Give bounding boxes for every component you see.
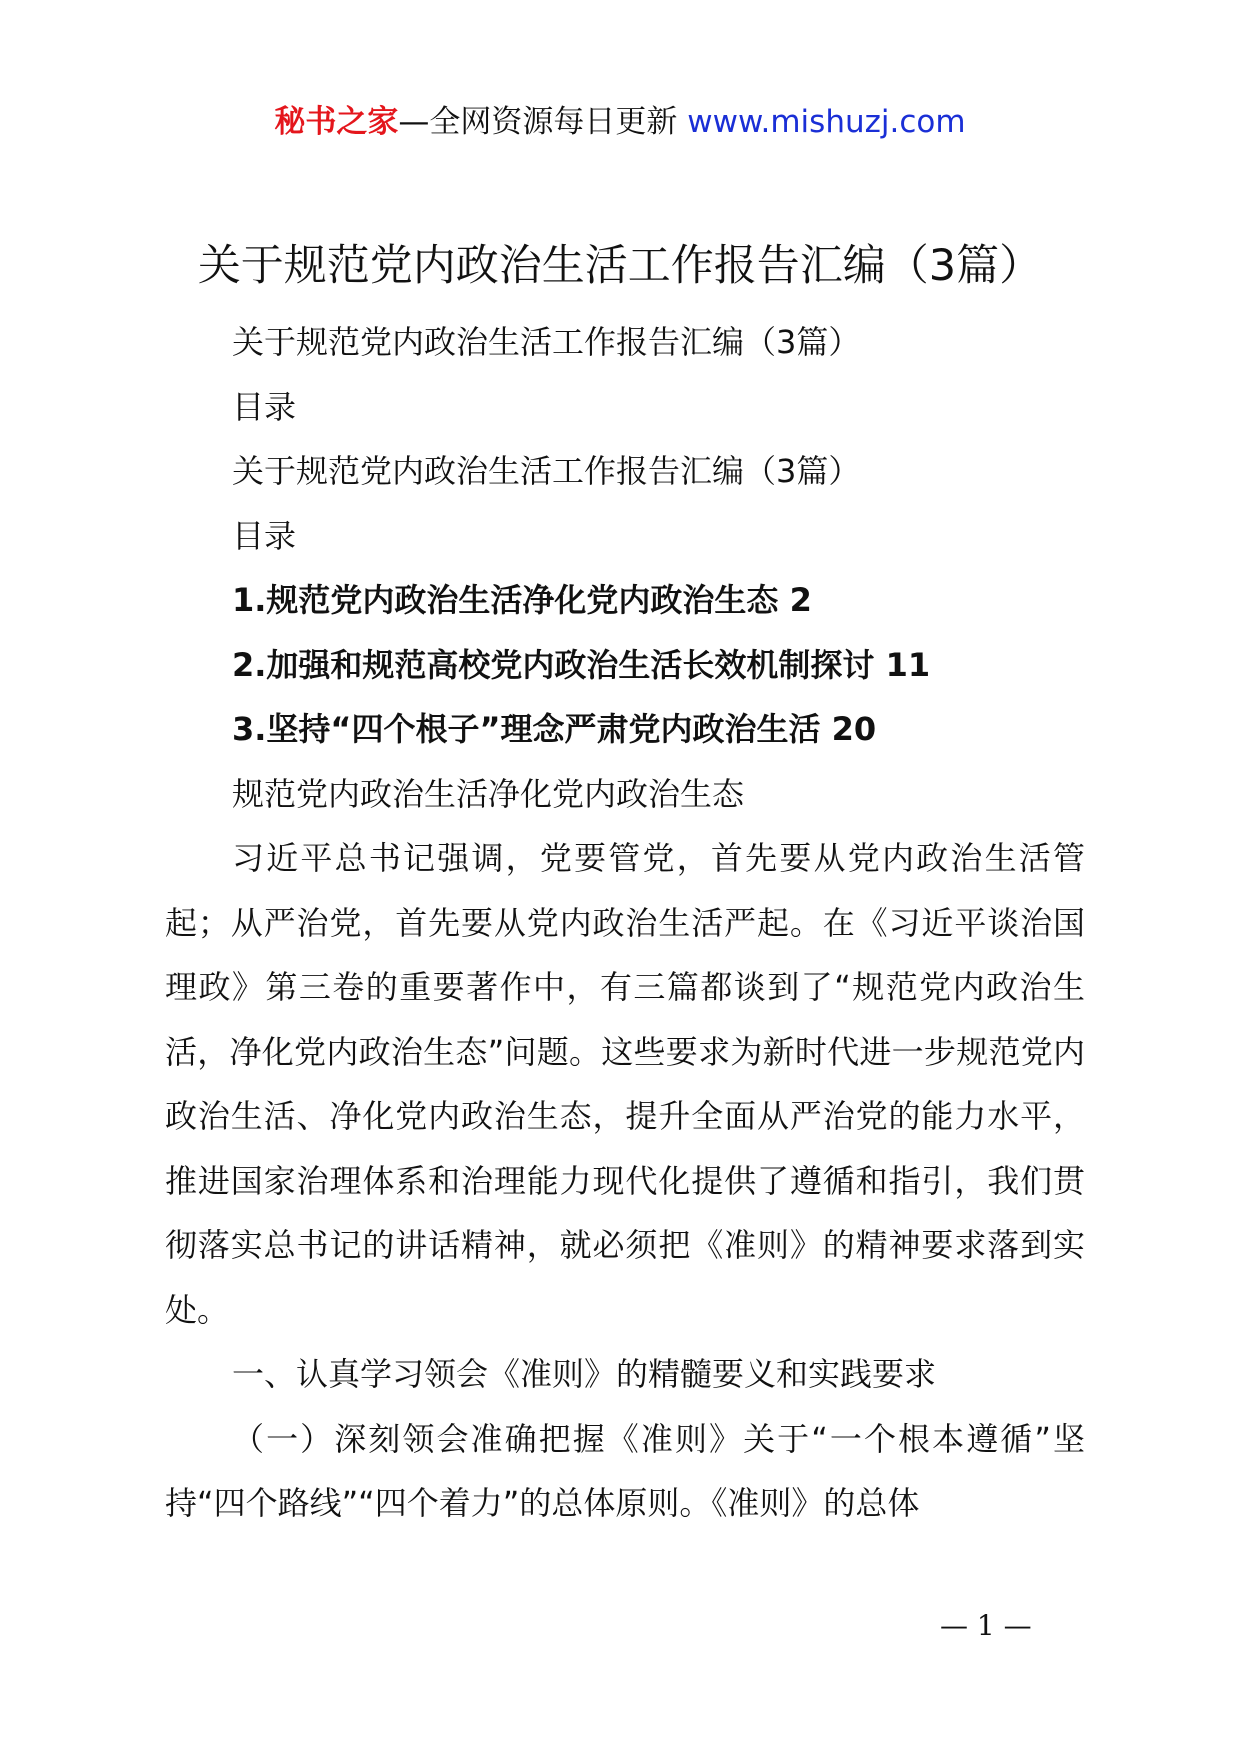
body-paragraph: 习近平总书记强调，党要管党，首先要从党内政治生活管起；从严治党，首先要从党内政治生活严起。在《习近平谈治国理政》第三卷的重要著作中，有三篇都谈到了“规范党内政治生活，净化党内政治生态”问题。这些要求为新时代进一步规范党内政治生活、净化党内政治生态，提升全面从严治党的能力水平，推进国家治理体系和治理能力现代化提供了遵循和指引，我们贯彻落实总书记的讲话精神，就必须把《准则》的精神要求落到实处。 (165, 839, 1085, 1329)
page-number: — 1 — (940, 1609, 1032, 1642)
watermark-header (0, 100, 1240, 144)
toc-item: 3.坚持“四个根子”理念严肃党内政治生活 20 (232, 710, 877, 748)
toc-item: 1.规范党内政治生活净化党内政治生态 2 (232, 581, 812, 619)
toc-heading: 目录 (232, 387, 297, 426)
section-heading: 一、认真学习领会《准则》的精髓要义和实践要求 (232, 1355, 937, 1393)
toc-item: 2.加强和规范高校党内政治生活长效机制探讨 11 (232, 645, 931, 684)
header-tagline: —全网资源每日更新 (398, 104, 678, 140)
site-url-link[interactable]: www.mishuzj.com (687, 104, 966, 140)
toc-heading: 目录 (232, 516, 297, 555)
subtitle-line: 关于规范党内政治生活工作报告汇编（3篇） (232, 452, 861, 490)
subtitle-line: 关于规范党内政治生活工作报告汇编（3篇） (232, 323, 861, 361)
document-body (165, 310, 1085, 1536)
brand-name: 秘书之家 (274, 104, 399, 140)
body-paragraph: （一）深刻领会准确把握《准则》关于“一个根本遵循”坚持“四个路线”“四个着力”的总体原则。《准则》的总体 (165, 1419, 1085, 1522)
section-title: 规范党内政治生活净化党内政治生态 (232, 774, 745, 813)
document-title: 关于规范党内政治生活工作报告汇编（3篇） (197, 241, 1043, 291)
